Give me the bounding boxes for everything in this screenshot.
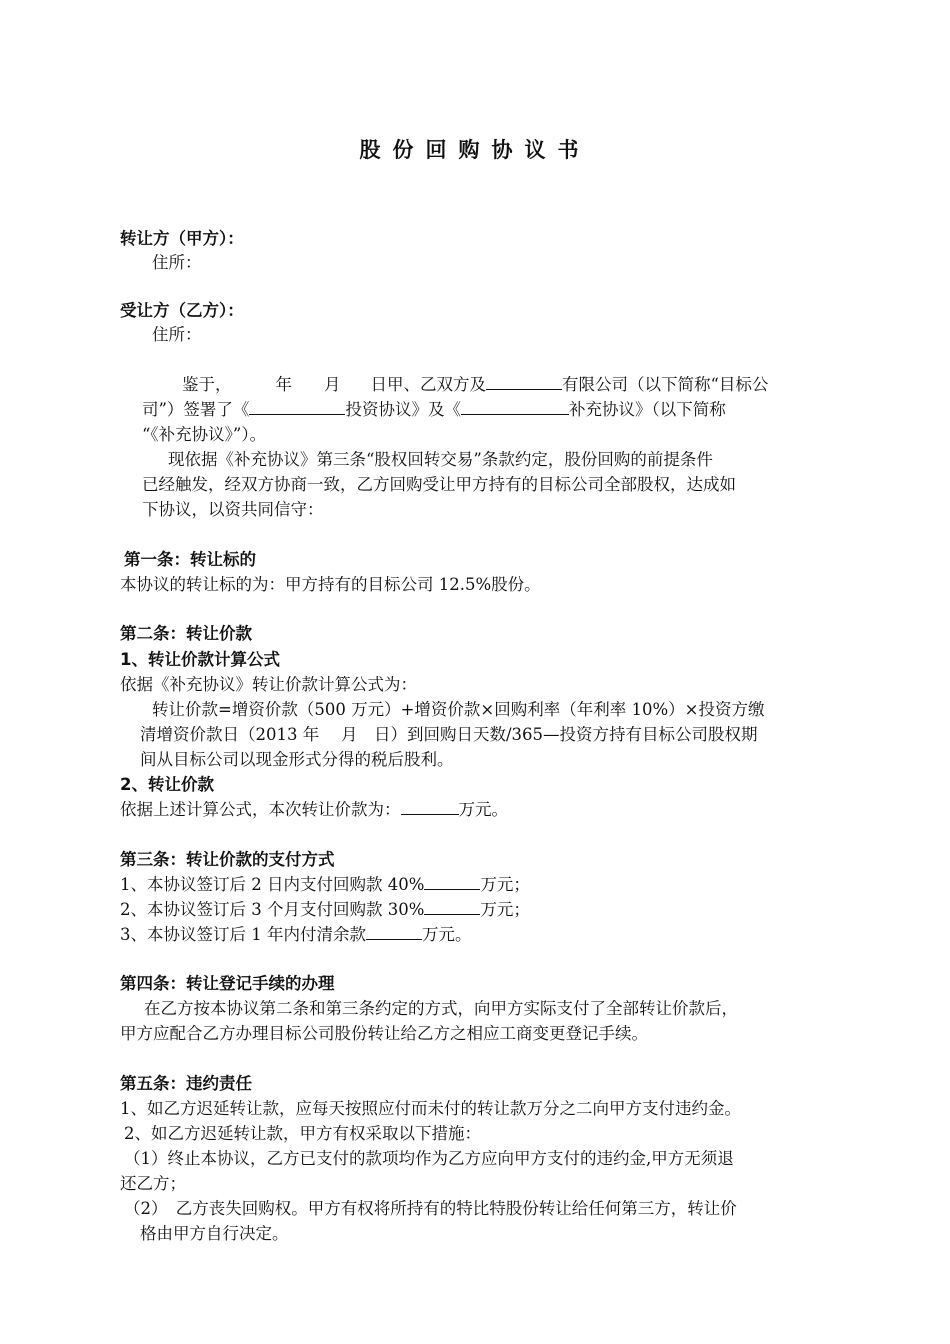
party-b-label: 受让方（乙方）： [120, 301, 244, 320]
payment-3-blank [366, 924, 422, 940]
price-blank [401, 799, 459, 815]
preamble-p2-line-1: 现依据《补充协议》第三条“股权回转交易”条款约定，股份回购的前提条件 [168, 450, 713, 469]
measure-2-line-2: 格由甲方自行决定。 [140, 1224, 289, 1243]
article-3-heading: 第三条：转让价款的支付方式 [120, 850, 335, 869]
payment-2-unit: 万元； [480, 900, 530, 919]
article-4-heading: 第四条：转让登记手续的办理 [120, 974, 335, 993]
article-2-sub-2: 2、转让价款 [120, 775, 214, 794]
measure-1-line-2: 还乙方； [120, 1174, 186, 1193]
article-5-item-2: 2、如乙方迟延转让款，甲方有权采取以下措施： [124, 1124, 481, 1143]
preamble-month: 月 [324, 375, 341, 394]
payment-1-blank [424, 874, 480, 890]
payment-item-2 [120, 898, 530, 922]
document-title: 股份回购协议书 [359, 138, 591, 162]
article-4-line-2: 甲方应配合乙方办理目标公司股份转让给乙方之相应工商变更登记手续。 [120, 1024, 648, 1043]
payment-2-text: 2、本协议签订后 3 个月支付回购款 30% [120, 900, 425, 919]
article-5-heading: 第五条：违约责任 [120, 1074, 252, 1093]
preamble-whereas: 鉴于， [182, 375, 232, 394]
article-1-text: 本协议的转让标的为：甲方持有的目标公司 12.5%股份。 [120, 575, 541, 594]
preamble-supplement: 补充协议》（以下简称 [568, 400, 726, 419]
payment-item-1 [120, 873, 530, 897]
preamble-line-2 [142, 398, 726, 422]
article-2-sub-1: 1、转让价款计算公式 [120, 650, 280, 669]
payment-3-text: 3、本协议签订后 1 年内付清余款 [120, 925, 366, 944]
measure-2-line-1: （2） 乙方丧失回购权。甲方有权将所持有的特比特股份转让给任何第三方，转让价 [124, 1199, 737, 1218]
preamble-line-3: “《补充协议》”）。 [142, 425, 267, 444]
preamble-company: 有限公司（以下简称“目标公 [562, 375, 769, 394]
article-4-line-1: 在乙方按本协议第二条和第三条约定的方式，向甲方实际支付了全部转让价款后， [144, 999, 738, 1018]
measure-1-line-1: （1）终止本协议，乙方已支付的款项均作为乙方应向甲方支付的违约金,甲方无须退 [124, 1149, 734, 1168]
article-1-heading: 第一条：转让标的 [124, 550, 256, 569]
preamble-p2-line-2: 已经触发，经双方协商一致，乙方回购受让甲方持有的目标公司全部股权，达成如 [142, 475, 736, 494]
article-2-heading: 第二条：转让价款 [120, 624, 252, 643]
article-2-basis: 依据《补充协议》转让价款计算公式为： [120, 675, 417, 694]
party-a-label: 转让方（甲方）： [120, 229, 244, 248]
preamble-signed: 司”）签署了《 [142, 400, 250, 419]
preamble-p2-line-3: 下协议，以资共同信守： [142, 500, 324, 519]
supplement-agreement-blank [461, 399, 569, 415]
article-2-price [120, 798, 508, 822]
article-5-item-1: 1、如乙方迟延转让款，应每天按照应付而未付的转让款万分之二向甲方支付违约金。 [120, 1099, 741, 1118]
payment-3-unit: 万元。 [422, 925, 472, 944]
company-name-blank [486, 374, 562, 390]
formula-line-1: 转让价款=增资价款（500 万元）+增资价款×回购利率（年利率 10%）×投资方缴 [152, 700, 765, 719]
payment-1-unit: 万元； [480, 875, 530, 894]
payment-1-text: 1、本协议签订后 2 日内支付回购款 40% [120, 875, 425, 894]
payment-2-blank [424, 899, 480, 915]
preamble-year: 年 [275, 375, 292, 394]
party-b-address: 住所： [152, 325, 202, 344]
formula-line-2: 清增资价款日（2013 年 月 日）到回购日天数/365—投资方持有目标公司股权期 [140, 725, 758, 744]
preamble-day-parties: 日甲、乙双方及 [370, 375, 486, 394]
party-a-address: 住所： [152, 253, 202, 272]
price-unit: 万元。 [458, 800, 508, 819]
price-label: 依据上述计算公式，本次转让价款为： [120, 800, 401, 819]
preamble-investment: 投资协议》及《 [345, 400, 461, 419]
formula-line-3: 间从目标公司以现金形式分得的税后股利。 [140, 750, 454, 769]
payment-item-3 [120, 923, 472, 947]
investment-agreement-blank [249, 399, 345, 415]
preamble-line-1 [182, 373, 768, 397]
